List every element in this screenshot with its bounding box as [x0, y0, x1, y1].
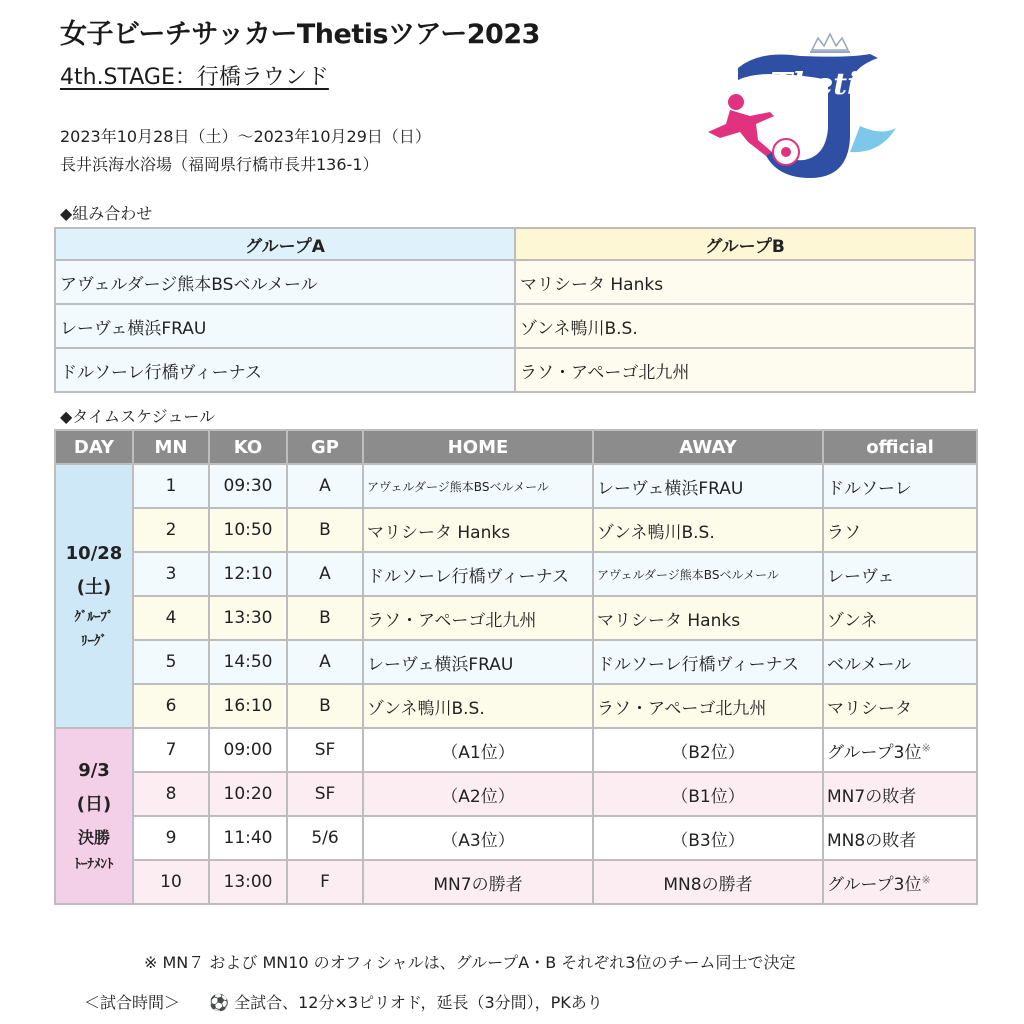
table-row: 10/28 (土) ｸﾞﾙｰﾌﾟ ﾘｰｸﾞ 1 09:30 A アヴェルダージ熊本BSベルメール レーヴェ横浜FRAU ドルソーレ	[55, 464, 977, 508]
page-title: 女子ビーチサッカーThetisツアー2023	[60, 19, 540, 50]
crown-icon	[810, 34, 850, 52]
rules-text: 全試合、12分×3ピリオド，延長（3分間），PKあり	[234, 993, 603, 1012]
table-row: 10 13:00 F MN7の勝者 MN8の勝者 グループ3位※	[55, 860, 977, 904]
table-row: 9/3 (日) 決勝 ﾄｰﾅﾒﾝﾄ 7 09:00 SF （A1位） （B2位） グループ3位※	[55, 728, 977, 772]
group-b-team: マリシータ Hanks	[515, 260, 975, 304]
event-venue: 長井浜海水浴場（福岡県行橋市長井136-1）	[60, 155, 379, 174]
table-row: 3 12:10 A ドルソーレ行橋ヴィーナス アヴェルダージ熊本BSベルメール レーヴェ	[55, 552, 977, 596]
table-row: 6 16:10 B ゾンネ鴨川B.S. ラソ・アペーゴ北九州 マリシータ	[55, 684, 977, 728]
table-row: 8 10:20 SF （A2位） （B1位） MN7の敗者	[55, 772, 977, 816]
matchups-heading: ◆組み合わせ	[60, 204, 153, 223]
col-official: official	[823, 430, 977, 464]
group-b-header: グループB	[515, 228, 975, 260]
table-row: 5 14:50 A レーヴェ横浜FRAU ドルソーレ行橋ヴィーナス ベルメール	[55, 640, 977, 684]
event-dates: 2023年10月28日（土）～2023年10月29日（日）	[60, 127, 431, 146]
schedule-table	[54, 429, 978, 905]
match-rules	[84, 990, 603, 1013]
group-b-team: ゾンネ鴨川B.S.	[515, 304, 975, 348]
group-b-team: ラソ・アペーゴ北九州	[515, 348, 975, 392]
day-cell-2: 9/3 (日) 決勝 ﾄｰﾅﾒﾝﾄ	[55, 728, 133, 904]
group-a-team: レーヴェ横浜FRAU	[55, 304, 515, 348]
col-mn: MN	[133, 430, 209, 464]
soccer-ball-icon	[773, 139, 799, 165]
table-row: 4 13:30 B ラソ・アペーゴ北九州 マリシータ Hanks ゾンネ	[55, 596, 977, 640]
stage-subtitle: 4th.STAGE：行橋ラウンド	[60, 65, 329, 90]
day-cell-1: 10/28 (土) ｸﾞﾙｰﾌﾟ ﾘｰｸﾞ	[55, 464, 133, 728]
table-row: 2 10:50 B マリシータ Hanks ゾンネ鴨川B.S. ラソ	[55, 508, 977, 552]
col-ko: KO	[209, 430, 287, 464]
logo-year: 2021	[790, 128, 821, 141]
group-table	[54, 227, 976, 393]
group-a-team: ドルソーレ行橋ヴィーナス	[55, 348, 515, 392]
schedule-header-row	[55, 430, 977, 464]
col-gp: GP	[287, 430, 363, 464]
thetis-tour-logo	[700, 28, 958, 188]
col-away: AWAY	[593, 430, 823, 464]
rules-label: ＜試合時間＞	[84, 993, 181, 1012]
group-a-team: アヴェルダージ熊本BSベルメール	[55, 260, 515, 304]
group-a-header: グループA	[55, 228, 515, 260]
player-icon	[708, 94, 774, 156]
schedule-heading: ◆タイムスケジュール	[60, 407, 216, 426]
logo-text: Thetis tour	[770, 67, 958, 102]
logo-since: since	[796, 120, 815, 128]
col-home: HOME	[363, 430, 593, 464]
col-day: DAY	[55, 430, 133, 464]
table-row: 9 11:40 5/6 （A3位） （B3位） MN8の敗者	[55, 816, 977, 860]
official-note: ※ MN７ および MN10 のオフィシャルは、グループA・B それぞれ3位のチーム同士で決定	[144, 953, 796, 972]
soccer-ball-icon: ⚽	[209, 993, 230, 1012]
